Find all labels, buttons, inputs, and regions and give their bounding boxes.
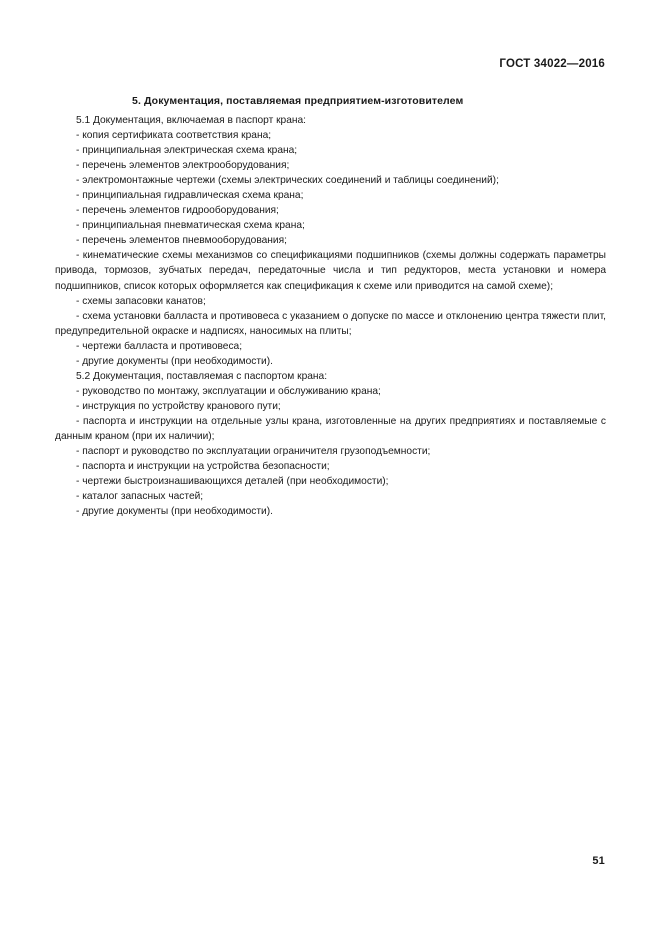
body-text bbox=[55, 113, 606, 519]
list-item: - кинематические схемы механизмов со спецификациями подшипников (схемы должны содержать параметры привода, тормозов, зубчатых передач, передаточные числа и тип редукторов, места установки и номера подшипников, список которых оформляется как спецификация к схеме или приводится на самой схеме); bbox=[55, 250, 606, 292]
list-item: - чертежи быстроизнашивающихся деталей (при необходимости); bbox=[76, 476, 389, 488]
list-item: - схемы запасовки канатов; bbox=[76, 295, 206, 307]
list-item: - электромонтажные чертежи (схемы электрических соединений и таблицы соединений); bbox=[76, 175, 499, 187]
list-item: - перечень элементов пневмооборудования; bbox=[76, 235, 287, 247]
list-item: - принципиальная пневматическая схема крана; bbox=[76, 220, 305, 232]
list-item: - руководство по монтажу, эксплуатации и обслуживанию крана; bbox=[76, 385, 381, 397]
running-head-standard-code: ГОСТ 34022—2016 bbox=[499, 58, 605, 70]
list-item: - инструкция по устройству кранового пути; bbox=[76, 400, 281, 412]
list-item: - паспорта и инструкции на устройства безопасности; bbox=[76, 461, 330, 473]
list-item: - каталог запасных частей; bbox=[76, 491, 204, 503]
page-title: 5. Документация, поставляемая предприятием-изготовителем bbox=[132, 95, 464, 108]
list-item: - перечень элементов гидрооборудования; bbox=[76, 205, 279, 217]
list-item: - паспорта и инструкции на отдельные узлы крана, изготовленные на других предприятиях и поставляемые с данным краном (при их наличии); bbox=[55, 415, 606, 442]
clause-paragraph: 5.1 Документация, включаемая в паспорт крана: bbox=[76, 115, 306, 126]
list-item: - другие документы (при необходимости). bbox=[76, 355, 273, 367]
clause-paragraph: 5.2 Документация, поставляемая с паспортом крана: bbox=[76, 370, 328, 382]
list-item: - перечень элементов электрооборудования; bbox=[76, 160, 290, 172]
list-item: - паспорт и руководство по эксплуатации ограничителя грузоподъемности; bbox=[76, 446, 431, 458]
page-number: 51 bbox=[592, 855, 605, 867]
list-item: - копия сертификата соответствия крана; bbox=[76, 130, 272, 142]
list-item: - чертежи балласта и противовеса; bbox=[76, 340, 243, 352]
list-item: - принципиальная гидравлическая схема крана; bbox=[76, 190, 304, 202]
list-item: - другие документы (при необходимости). bbox=[76, 506, 273, 518]
list-item: - принципиальная электрическая схема крана; bbox=[76, 145, 298, 157]
list-item: - схема установки балласта и противовеса с указанием о допуске по массе и отклонению центра тяжести плит, предупредительной окраске и надписях, наносимых на плиты; bbox=[55, 310, 606, 337]
